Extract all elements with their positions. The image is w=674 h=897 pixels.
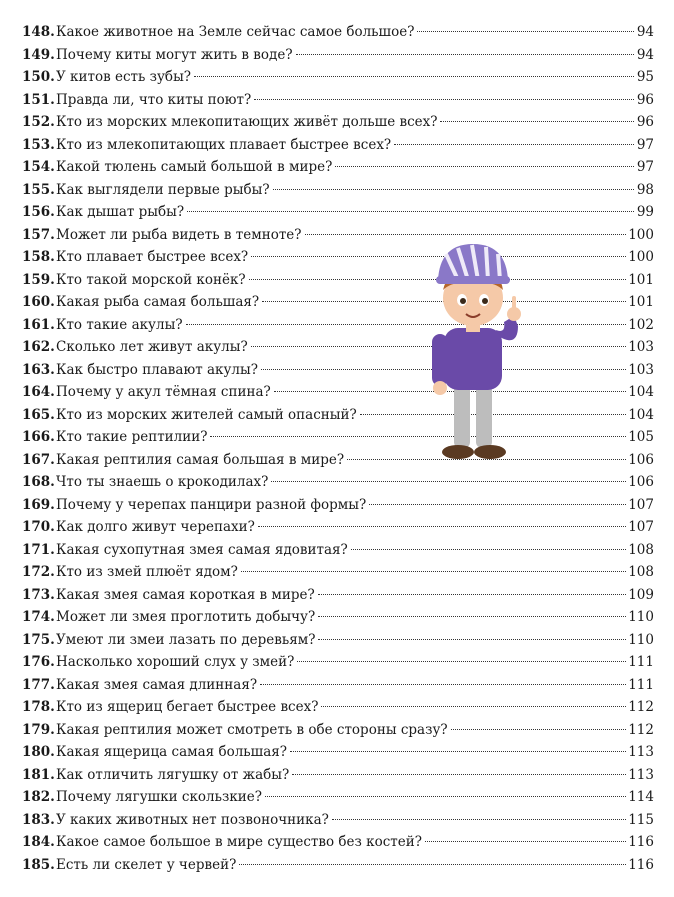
- dot-leader: [305, 234, 627, 235]
- toc-entry[interactable]: [22, 179, 654, 202]
- entry-title: Кто из млекопитающих плавает быстрее всех?: [56, 136, 392, 153]
- dot-leader: [194, 76, 634, 77]
- dot-leader: [417, 31, 634, 32]
- toc-entry[interactable]: [22, 381, 654, 404]
- entry-title: Как выглядели первые рыбы?: [56, 181, 270, 198]
- entry-number: 176.: [22, 654, 55, 670]
- toc-entry[interactable]: [22, 134, 654, 157]
- entry-number: 150.: [22, 69, 55, 85]
- entry-title: Какое самое большое в мире существо без костей?: [56, 834, 422, 850]
- boy-pointing-illustration: [418, 238, 528, 463]
- boy-right-shoe: [474, 445, 506, 459]
- entry-page-number: 97: [636, 159, 654, 175]
- toc-entry[interactable]: [22, 471, 654, 494]
- entry-title: Кто из морских млекопитающих живёт дольше всех?: [56, 114, 438, 130]
- entry-number: 153.: [22, 136, 55, 153]
- entry-number: 166.: [22, 429, 55, 445]
- boy-left-arm: [432, 334, 448, 386]
- entry-number: 175.: [22, 631, 55, 648]
- entry-page-number: 100: [628, 226, 654, 243]
- entry-page-number: 108: [628, 541, 654, 558]
- entry-page-number: 103: [628, 339, 654, 355]
- entry-title: Какой тюлень самый большой в мире?: [56, 159, 333, 175]
- dot-leader: [273, 189, 634, 190]
- dot-leader: [332, 819, 626, 820]
- entry-title: Правда ли, что киты поют?: [56, 91, 252, 108]
- entry-number: 165.: [22, 406, 55, 423]
- toc-entry[interactable]: [22, 854, 654, 877]
- entry-number: 172.: [22, 564, 55, 580]
- entry-number: 181.: [22, 766, 55, 783]
- toc-entry[interactable]: [22, 336, 654, 359]
- dot-leader: [369, 504, 626, 505]
- toc-entry[interactable]: [22, 449, 654, 472]
- entry-number: 149.: [22, 46, 55, 63]
- entry-number: 156.: [22, 204, 55, 220]
- toc-entry[interactable]: [22, 66, 654, 89]
- entry-page-number: 112: [628, 721, 654, 738]
- entry-page-number: 94: [636, 24, 654, 40]
- toc-entry[interactable]: [22, 44, 654, 67]
- entry-page-number: 106: [628, 474, 654, 490]
- boy-pointing-finger: [512, 296, 516, 310]
- entry-page-number: 96: [636, 91, 654, 108]
- entry-title: Кто такие акулы?: [56, 316, 183, 333]
- entry-page-number: 101: [628, 294, 654, 310]
- entry-page-number: 104: [628, 384, 654, 400]
- entry-number: 161.: [22, 316, 55, 333]
- toc-entry[interactable]: [22, 494, 654, 517]
- boy-right-leg: [476, 380, 492, 448]
- entry-page-number: 106: [628, 451, 654, 468]
- entry-number: 159.: [22, 271, 55, 288]
- entry-page-number: 105: [628, 429, 654, 445]
- entry-title: Какая рыба самая большая?: [56, 294, 260, 310]
- entry-title: Как отличить лягушку от жабы?: [56, 766, 290, 783]
- entry-title: Как быстро плавают акулы?: [56, 361, 258, 378]
- entry-number: 167.: [22, 451, 55, 468]
- toc-entry[interactable]: [22, 246, 654, 269]
- toc-entry[interactable]: [22, 89, 654, 112]
- dot-leader: [318, 594, 626, 595]
- entry-title: Как дышат рыбы?: [56, 204, 185, 220]
- dot-leader: [335, 166, 634, 167]
- entry-title: Какая рептилия может смотреть в обе стороны сразу?: [56, 721, 448, 738]
- entry-title: Кто из ящериц бегает быстрее всех?: [56, 699, 319, 715]
- entry-page-number: 114: [628, 789, 654, 805]
- table-of-contents: [22, 21, 654, 876]
- boy-left-hand: [433, 381, 447, 395]
- toc-entry[interactable]: [22, 764, 654, 787]
- entry-page-number: 115: [628, 811, 654, 828]
- dot-leader: [318, 639, 626, 640]
- entry-title: Как долго живут черепахи?: [56, 519, 255, 535]
- entry-page-number: 102: [628, 316, 654, 333]
- boy-left-leg: [454, 380, 470, 448]
- entry-title: Сколько лет живут акулы?: [56, 339, 248, 355]
- entry-number: 180.: [22, 744, 55, 760]
- toc-entry[interactable]: [22, 201, 654, 224]
- entry-title: Какая рептилия самая большая в мире?: [56, 451, 345, 468]
- entry-title: Кто такой морской конёк?: [56, 271, 246, 288]
- entry-title: Какая ящерица самая большая?: [56, 744, 288, 760]
- entry-title: Кто из змей плюёт ядом?: [56, 564, 238, 580]
- toc-entry[interactable]: [22, 719, 654, 742]
- entry-title: Кто такие рептилии?: [56, 429, 208, 445]
- entry-page-number: 111: [628, 654, 654, 670]
- entry-title: Почему лягушки скользкие?: [56, 789, 263, 805]
- entry-number: 152.: [22, 114, 55, 130]
- toc-entry[interactable]: [22, 629, 654, 652]
- dot-leader: [321, 706, 626, 707]
- dot-leader: [271, 481, 626, 482]
- entry-page-number: 107: [628, 496, 654, 513]
- entry-title: Какая змея самая короткая в мире?: [56, 586, 315, 603]
- dot-leader: [440, 121, 634, 122]
- toc-entry[interactable]: [22, 291, 654, 314]
- entry-title: Есть ли скелет у червей?: [56, 856, 237, 873]
- entry-number: 169.: [22, 496, 55, 513]
- toc-entry[interactable]: [22, 224, 654, 247]
- entry-page-number: 98: [636, 181, 654, 198]
- entry-title: Почему у акул тёмная спина?: [56, 384, 271, 400]
- toc-entry[interactable]: [22, 314, 654, 337]
- entry-number: 155.: [22, 181, 55, 198]
- dot-leader: [187, 211, 634, 212]
- entry-number: 164.: [22, 384, 55, 400]
- toc-entry[interactable]: [22, 269, 654, 292]
- entry-title: Какое животное на Земле сейчас самое большое?: [56, 24, 415, 40]
- entry-title: Может ли змея проглотить добычу?: [56, 609, 316, 625]
- toc-entry[interactable]: [22, 584, 654, 607]
- entry-page-number: 113: [628, 744, 654, 760]
- entry-page-number: 96: [636, 114, 654, 130]
- entry-number: 184.: [22, 834, 55, 850]
- dot-leader: [351, 549, 626, 550]
- entry-page-number: 111: [628, 676, 654, 693]
- dot-leader: [297, 661, 626, 662]
- entry-number: 168.: [22, 474, 55, 490]
- toc-entry[interactable]: [22, 786, 654, 809]
- toc-entry[interactable]: [22, 674, 654, 697]
- toc-entry[interactable]: [22, 156, 654, 179]
- boy-hat-brim: [436, 276, 510, 284]
- entry-page-number: 99: [636, 204, 654, 220]
- entry-number: 182.: [22, 789, 55, 805]
- dot-leader: [290, 751, 626, 752]
- entry-page-number: 112: [628, 699, 654, 715]
- toc-entry[interactable]: [22, 404, 654, 427]
- entry-number: 177.: [22, 676, 55, 693]
- toc-entry[interactable]: [22, 809, 654, 832]
- entry-title: Может ли рыба видеть в темноте?: [56, 226, 302, 243]
- entry-title: Что ты знаешь о крокодилах?: [56, 474, 269, 490]
- toc-entry[interactable]: [22, 426, 654, 449]
- dot-leader: [296, 54, 634, 55]
- entry-page-number: 108: [628, 564, 654, 580]
- toc-entry[interactable]: [22, 831, 654, 854]
- entry-title: Какая змея самая длинная?: [56, 676, 258, 693]
- entry-number: 163.: [22, 361, 55, 378]
- entry-title: У каких животных нет позвоночника?: [56, 811, 329, 828]
- boy-sweater: [444, 328, 502, 390]
- entry-number: 174.: [22, 609, 55, 625]
- entry-title: Умеют ли змеи лазать по деревьям?: [56, 631, 316, 648]
- entry-number: 157.: [22, 226, 55, 243]
- dot-leader: [239, 864, 626, 865]
- entry-page-number: 101: [628, 271, 654, 288]
- entry-page-number: 97: [636, 136, 654, 153]
- dot-leader: [254, 99, 634, 100]
- toc-entry[interactable]: [22, 539, 654, 562]
- entry-number: 154.: [22, 159, 55, 175]
- toc-entry[interactable]: [22, 561, 654, 584]
- entry-title: Почему у черепах панцири разной формы?: [56, 496, 367, 513]
- entry-number: 179.: [22, 721, 55, 738]
- toc-entry[interactable]: [22, 741, 654, 764]
- dot-leader: [265, 796, 626, 797]
- entry-page-number: 94: [636, 46, 654, 63]
- entry-title: Кто плавает быстрее всех?: [56, 249, 249, 265]
- entry-title: Какая сухопутная змея самая ядовитая?: [56, 541, 348, 558]
- entry-number: 160.: [22, 294, 55, 310]
- dot-leader: [241, 571, 626, 572]
- entry-number: 158.: [22, 249, 55, 265]
- dot-leader: [318, 616, 626, 617]
- dot-leader: [260, 684, 626, 685]
- toc-entry[interactable]: [22, 359, 654, 382]
- dot-leader: [292, 774, 626, 775]
- entry-page-number: 107: [628, 519, 654, 535]
- entry-page-number: 103: [628, 361, 654, 378]
- entry-number: 183.: [22, 811, 55, 828]
- entry-number: 148.: [22, 24, 55, 40]
- boy-left-shoe: [442, 445, 474, 459]
- dot-leader: [394, 144, 634, 145]
- entry-number: 178.: [22, 699, 55, 715]
- toc-entry[interactable]: [22, 651, 654, 674]
- toc-entry[interactable]: [22, 21, 654, 44]
- entry-page-number: 110: [628, 631, 654, 648]
- toc-entry[interactable]: [22, 516, 654, 539]
- entry-page-number: 110: [628, 609, 654, 625]
- dot-leader: [186, 324, 627, 325]
- entry-page-number: 95: [636, 69, 654, 85]
- entry-number: 170.: [22, 519, 55, 535]
- dot-leader: [425, 841, 626, 842]
- entry-number: 162.: [22, 339, 55, 355]
- entry-number: 173.: [22, 586, 55, 603]
- entry-title: Кто из морских жителей самый опасный?: [56, 406, 357, 423]
- entry-number: 185.: [22, 856, 55, 873]
- entry-page-number: 100: [628, 249, 654, 265]
- toc-entry[interactable]: [22, 606, 654, 629]
- entry-page-number: 113: [628, 766, 654, 783]
- dot-leader: [258, 526, 626, 527]
- entry-number: 151.: [22, 91, 55, 108]
- entry-page-number: 116: [628, 834, 654, 850]
- entry-number: 171.: [22, 541, 55, 558]
- entry-page-number: 104: [628, 406, 654, 423]
- entry-title: Насколько хороший слух у змей?: [56, 654, 295, 670]
- entry-title: Почему киты могут жить в воде?: [56, 46, 293, 63]
- toc-entry[interactable]: [22, 696, 654, 719]
- dot-leader: [451, 729, 627, 730]
- toc-entry[interactable]: [22, 111, 654, 134]
- entry-title: У китов есть зубы?: [56, 69, 192, 85]
- entry-page-number: 116: [628, 856, 654, 873]
- entry-page-number: 109: [628, 586, 654, 603]
